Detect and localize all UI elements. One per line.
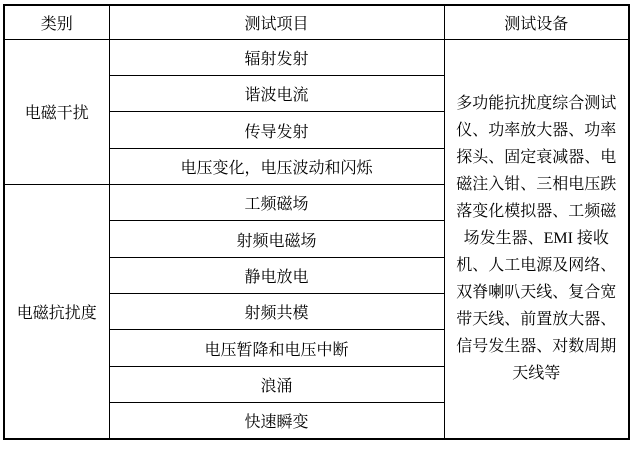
item-cell-rf-em-field: 射频电磁场 (109, 221, 444, 257)
item-cell-radiated-emission: 辐射发射 (109, 39, 444, 75)
item-cell-esd: 静电放电 (109, 257, 444, 293)
item-cell-rf-common-mode: 射频共模 (109, 294, 444, 330)
item-cell-power-freq-magnetic-field: 工频磁场 (109, 185, 444, 221)
header-test-equipment: 测试设备 (444, 5, 629, 39)
test-overview-table (3, 4, 630, 440)
category-cell-immunity: 电磁抗扰度 (4, 185, 109, 439)
item-cell-harmonic-current: 谐波电流 (109, 76, 444, 112)
item-cell-voltage-fluctuation: 电压变化，电压波动和闪烁 (109, 148, 444, 184)
table-row (4, 39, 629, 75)
item-cell-fast-transient: 快速瞬变 (109, 403, 444, 439)
header-row (4, 5, 629, 39)
header-test-items: 测试项目 (109, 5, 444, 39)
item-cell-voltage-dip-interruption: 电压暂降和电压中断 (109, 330, 444, 366)
category-cell-emission: 电磁干扰 (4, 39, 109, 184)
item-cell-conducted-emission: 传导发射 (109, 112, 444, 148)
equipment-cell: 多功能抗扰度综合测试仪、功率放大器、功率探头、固定衰减器、电磁注入钳、三相电压跌落变化模拟器、工频磁场发生器、EMI 接收机、人工电源及网络、双脊喇叭天线、复合宽带天线、前置放大器、信号发生器、对数周期天线等 (444, 39, 629, 439)
item-cell-surge: 浪涌 (109, 366, 444, 402)
header-category: 类别 (4, 5, 109, 39)
